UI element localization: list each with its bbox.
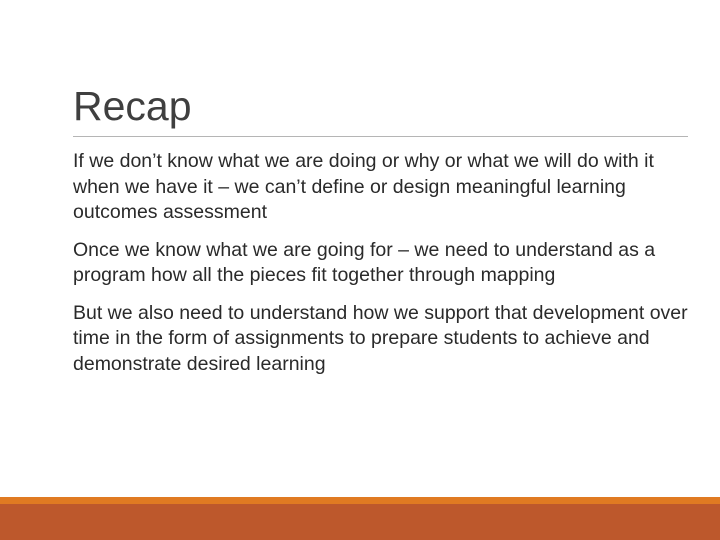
title-divider	[73, 136, 688, 137]
footer-accent-stripe	[0, 497, 720, 504]
bullet-item: Once we know what we are going for – we need to understand as a program how all the pieces fit together through mapping	[73, 238, 656, 286]
bullet-item: If we don’t know what we are doing or why or what we will do with it when we have it – we can’t define or design meaningful learning outcomes assessment	[73, 150, 654, 223]
bullet-item: But we also need to understand how we support that development over time in the form of assignments to prepare students to achieve and demonstrate desired learning	[73, 301, 688, 375]
slide-title: Recap	[73, 83, 192, 129]
bullet-list	[73, 149, 688, 389]
